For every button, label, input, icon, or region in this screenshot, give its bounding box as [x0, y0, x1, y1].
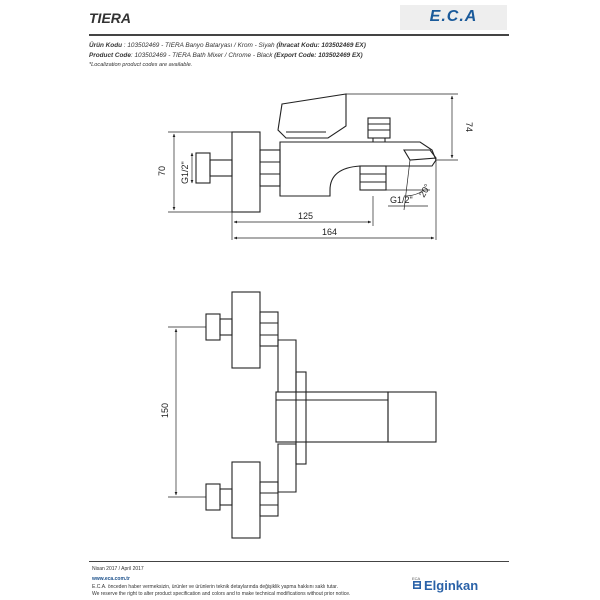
lever-handle-side — [278, 94, 346, 138]
product-code-en-text: : 103502469 - TIERA Bath Mixer / Chrome - Black — [130, 52, 275, 59]
partner-logo-icon — [413, 581, 421, 589]
hex-nut-top — [260, 312, 278, 346]
footer-disclaimer-en: We reserve the right to alter product specification and colors and to make technical modifications without prior notice. — [92, 591, 351, 597]
product-code-en-label: Product Code — [89, 52, 131, 59]
shower-connector-side — [360, 166, 386, 190]
product-code-tr-label: Ürün Kodu — [89, 42, 123, 49]
footer-date: Nisan 2017 / April 2017 — [92, 566, 144, 572]
mixer-body-front — [296, 372, 306, 464]
footer-divider — [89, 561, 509, 562]
inlet-nut-side — [196, 153, 210, 183]
partner-prefix: ECA — [412, 576, 421, 581]
wall-flange-side — [232, 132, 260, 212]
wall-flange-top — [232, 292, 260, 368]
brand-logo-text: E.C.A — [429, 8, 478, 25]
footer-disclaimer-tr: E.C.A. önceden haber vermeksizin, ürünler ve ürünlerin teknik detaylarında değişiklik yapma hakkını saklı tutar. — [92, 584, 338, 590]
export-code-tr: (İhracat Kodu: 103502469 EX) — [276, 42, 366, 49]
front-dimensions — [168, 327, 206, 497]
dim-thread-bottom: G1/2" — [390, 195, 413, 205]
hex-nut-bottom — [260, 482, 278, 516]
dim-70: 70 — [157, 165, 167, 176]
wall-flange-bottom — [232, 462, 260, 538]
hex-nut-side — [260, 150, 280, 186]
product-code-tr-text: : 103502469 - TIERA Banyo Bataryası / Krom - Siyah — [123, 42, 277, 49]
dim-150: 150 — [160, 402, 170, 418]
diverter-knob-side — [368, 118, 390, 138]
front-view — [206, 292, 436, 538]
export-code-en: (Export Code: 103502469 EX) — [274, 52, 363, 59]
dim-thread-left: G1/2" — [180, 161, 190, 184]
dim-angle: 20° — [417, 182, 433, 199]
product-title: TIERA — [89, 10, 131, 26]
dim-164: 164 — [322, 227, 338, 237]
footer-website[interactable]: www.eca.com.tr — [92, 576, 130, 582]
dim-74: 74 — [464, 122, 474, 133]
localization-note: *Localization product codes are available. — [89, 62, 193, 68]
partner-logo: Elginkan — [424, 578, 479, 593]
dim-125: 125 — [298, 211, 314, 221]
